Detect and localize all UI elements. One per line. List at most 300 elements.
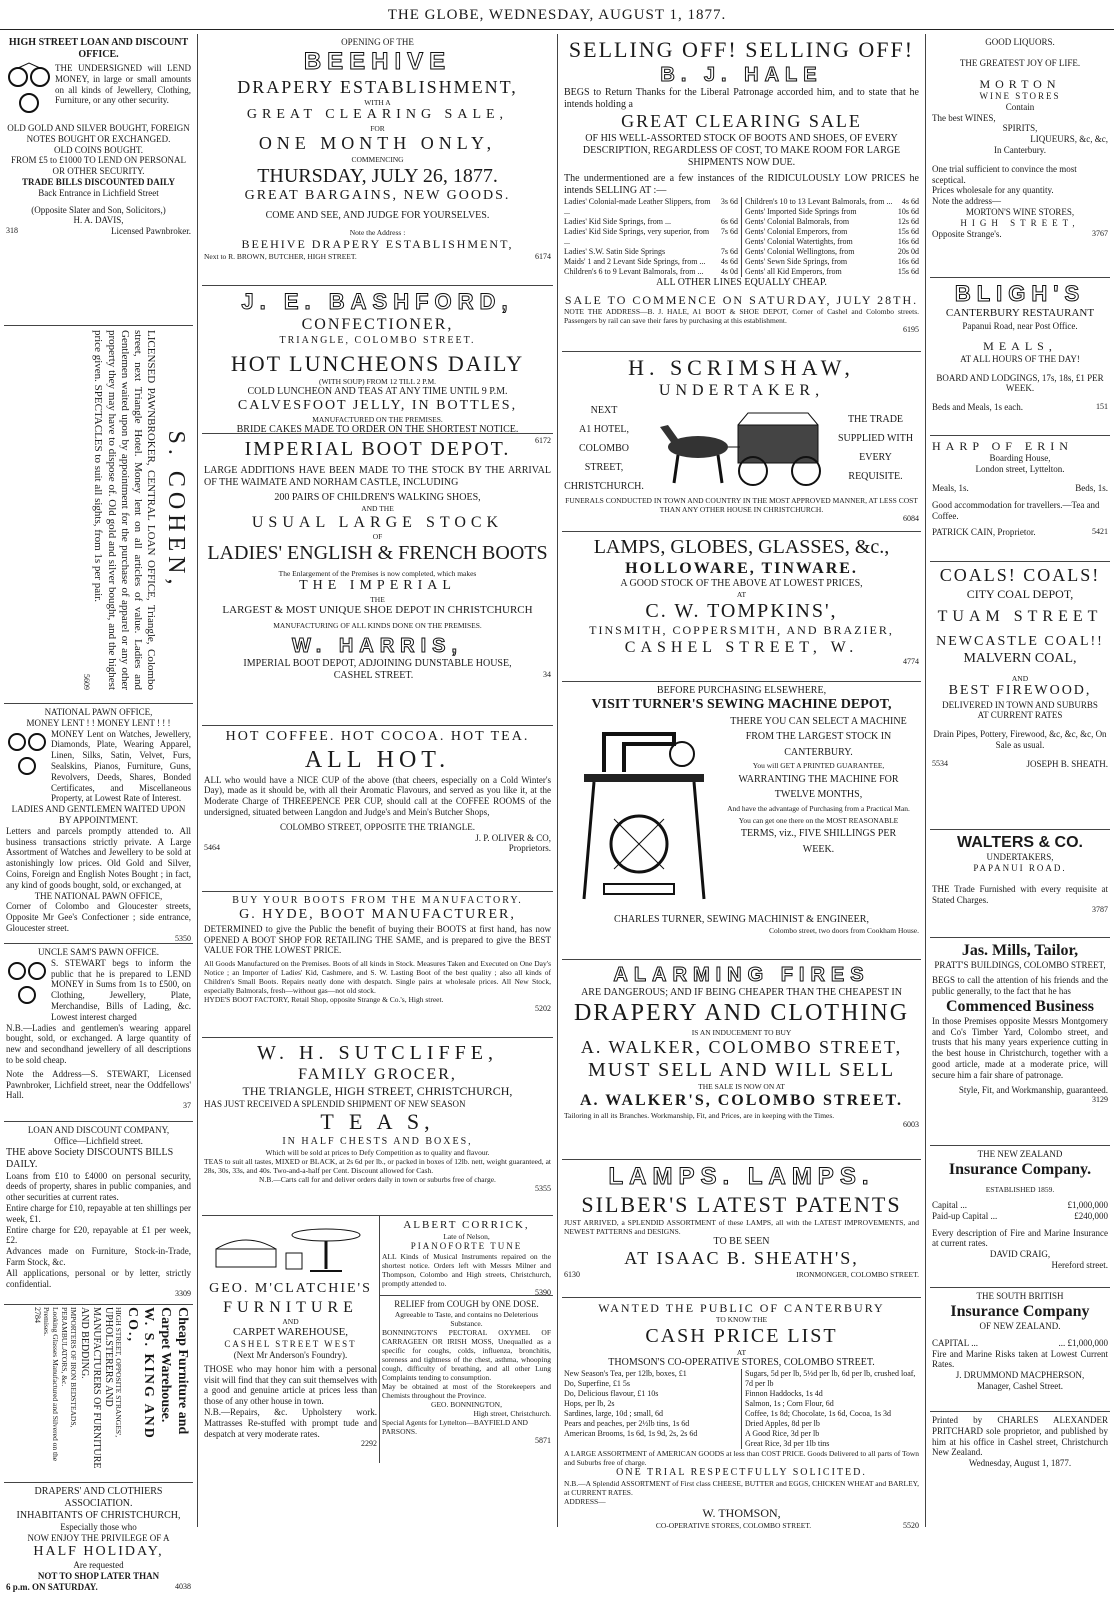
ad-name: ALBERT CORRICK, <box>403 1219 530 1231</box>
ad-number: 151 <box>1096 402 1108 412</box>
ad-gold: OLD GOLD AND SILVER BOUGHT, FOREIGN NOTES BOUGHT OR EXCHANGED. <box>7 123 190 144</box>
ad-name: S. COHEN, <box>163 430 189 590</box>
ad-walker <box>562 960 921 1160</box>
ad-subtitle: MONEY LENT ! ! MONEY LENT ! ! ! <box>26 717 171 728</box>
ad-beds: Beds and Meals, 1s each. <box>932 402 1023 413</box>
price-list-right <box>742 1369 919 1449</box>
ad-est: DRAPERY ESTABLISHMENT, <box>237 76 518 97</box>
ad-tailoring: Tailoring in all its Branches. Workmanship, Fit, and Prices, are in keeping with the Times. <box>564 1110 835 1120</box>
price-item-name: Children's 10 to 13 Levant Balmorals, from ... <box>745 196 893 206</box>
ad-name2: A. WALKER'S, COLOMBO STREET. <box>579 1092 904 1110</box>
ad-number: 318 <box>6 226 18 236</box>
ad-cash: CASH PRICE LIST <box>645 1325 838 1348</box>
price-list-item: Do, Superfine, £1 5s <box>564 1379 630 1389</box>
scrimshaw-right <box>832 410 919 486</box>
ad-title: HIGH STREET LOAN AND DISCOUNT OFFICE. <box>8 37 189 60</box>
ad-toknow: TO KNOW THE <box>715 1315 768 1325</box>
ad-manager: Manager, Cashel Street. <box>976 1380 1064 1391</box>
ad-bonnington <box>380 1296 553 1449</box>
ad-mclatchie <box>202 1216 380 1463</box>
ad-address: BEEHIVE DRAPERY ESTABLISHMENT, <box>241 237 514 252</box>
ad-national-pawn <box>4 704 193 944</box>
ad-joy: THE GREATEST JOY OF LIFE. <box>959 57 1081 68</box>
ad-name: J. P. OLIVER & CO, <box>475 832 551 843</box>
ad-thomson <box>562 1298 921 1534</box>
ad-morton <box>930 34 1110 278</box>
ad-name: Jas. Mills, Tailor, <box>961 942 1079 959</box>
ad-number: 6084 <box>903 513 919 523</box>
ad-ladies: LADIES AND GENTLEMEN WAITED UPON BY APPOINTMENT. <box>11 804 186 825</box>
ad-now: NOW ENJOY THE PRIVILEGE OF A <box>27 1532 170 1543</box>
ad-number: 5464 <box>204 843 220 853</box>
ad-drapers <box>4 1483 193 1597</box>
column-2 <box>198 34 558 1527</box>
turner-line-10: WEEK. <box>802 843 835 855</box>
ad-board: BOARD AND LODGINGS, 17s, 18s, £1 PER WEEK. <box>936 372 1104 394</box>
ad-induce: IS AN INDUCEMENT TO BUY <box>691 1027 792 1037</box>
ad-contain: Contain <box>1005 101 1035 112</box>
ad-title: UNCLE SAM'S PAWN OFFICE. <box>37 947 160 957</box>
price-item-value: 15s 6d <box>897 266 919 276</box>
price-list-item <box>564 227 738 247</box>
price-list-item <box>745 217 919 227</box>
ad-hale <box>562 34 921 352</box>
masthead: THE GLOBE, WEDNESDAY, AUGUST 1, 1877. <box>0 0 1114 30</box>
ad-trade: UNDERTAKERS, <box>986 852 1054 863</box>
ad-under: The undermentioned are a few instances of the RIDICULOUSLY LOW PRICES he intends SELLING AT :— <box>564 172 919 196</box>
ad-head: ALARMING FIRES <box>613 964 870 986</box>
turner-line-8: You can get one there on the MOST REASONABLE <box>738 815 899 825</box>
ad-of: OF HIS WELL-ASSORTED STOCK OF BOOTS AND SHOES, OF EVERY DESCRIPTION, REGARDLESS OF COST, TO MAKE ROOM FOR LARGE SHIPMENTS NOW DUE. <box>582 132 901 168</box>
ad-may: May be obtained at most of the Storekeepers and Chemists throughout the Province. <box>382 1381 551 1400</box>
ad-fire: Fire and Marine Risks taken at Lowest Current Rates. <box>932 1348 1108 1370</box>
price-list-right <box>742 197 919 277</box>
ad-board: Boarding House, <box>989 453 1051 464</box>
ad-name: WALTERS & CO. <box>957 834 1083 851</box>
ad-half: HALF HOLIDAY, <box>33 1543 164 1559</box>
ad-good: A GOOD STOCK OF THE ABOVE AT LOWEST PRICES, <box>620 578 863 590</box>
price-list-item: Finnon Haddocks, 1s 4d <box>745 1389 823 1399</box>
scrimshaw-left <box>564 401 644 496</box>
ad-address: High street, Christchurch. <box>473 1408 551 1418</box>
ad-body: INHABITANTS OF CHRISTCHURCH, <box>16 1510 181 1521</box>
ad-commencing: COMMENCING <box>351 154 404 164</box>
turner-line-2: FROM THE LARGEST STOCK IN <box>745 731 892 743</box>
ad-time: 6 p.m. ON SATURDAY. <box>6 1581 98 1592</box>
ad-stores2: CO-OPERATIVE STORES, COLOMBO STREET. <box>655 1520 812 1530</box>
price-list-item <box>564 247 738 257</box>
ad-rates: FROM £5 to £1000 TO LEND ON PERSONAL OR OTHER SECURITY. <box>11 155 186 177</box>
ad-body: JUST ARRIVED, a SPLENDID ASSORTMENT of these LAMPS, all with the LATEST IMPROVEMENTS, and NEWEST PATTERNS and DESIGNS. <box>564 1218 919 1237</box>
ad-silber: SILBER'S LATEST PATENTS <box>581 1191 902 1217</box>
ad-visit: VISIT TURNER'S SEWING MACHINE DEPOT, <box>591 697 892 712</box>
turner-line-3: CANTERBURY. <box>784 746 853 758</box>
ad-usual: USUAL LARGE STOCK <box>251 514 504 531</box>
ad-name: Insurance Company <box>950 1302 1090 1320</box>
ad-bills: TRADE BILLS DISCOUNTED DAILY <box>22 176 175 187</box>
ad-the: THE IMPERIAL <box>299 578 456 594</box>
ad-number: 3129 <box>1092 1095 1108 1105</box>
ad-oliver-coffee <box>202 726 553 892</box>
ad-number: 6195 <box>903 325 919 335</box>
ad-one: ONE TRIAL RESPECTFULLY SOLICITED. <box>616 1467 867 1479</box>
ad-davis-loan <box>4 34 193 326</box>
turner-line-1: THERE YOU CAN SELECT A MACHINE <box>730 715 907 727</box>
ad-the-small: THE <box>370 594 385 604</box>
column-3 <box>558 34 926 1530</box>
imprint <box>930 1412 1110 1473</box>
ad-advances: Advances made on Furniture, Stock-in-Trade, Farm Stock, &c. <box>6 1246 191 1267</box>
ad-number: 3787 <box>1092 905 1108 915</box>
ad-sale: GREAT CLEARING SALE <box>621 111 862 132</box>
scrimshaw-left-2: A1 HOTEL, <box>579 423 629 435</box>
ad-nb: N.B.—Ladies and gentlemen's wearing apparel bought, sold, or exchanged. A large quantity of new and secondhand jewellery of all descriptions to be sold cheap. <box>6 1022 191 1065</box>
ad-address: London street, Lyttelton. <box>975 464 1065 475</box>
ad-body2: In those Premises opposite Messrs Montgomery and Co's Timber Yard, Colombo street, and trusts that his many years experience cutting in the best house in Christchurch, together with a good article, made at a moderate price, will secure him a fair share of patronage. <box>932 1015 1108 1080</box>
ad-number: 2292 <box>361 1439 377 1449</box>
ad-restaurant: CANTERBURY RESTAURANT <box>945 307 1095 320</box>
ad-meals: MEALS, <box>983 339 1057 354</box>
price-list-item: American Brooms, 1s 6d, 1s 9d, 2s, 2s 6d <box>564 1429 698 1439</box>
ad-subtitle: Office—Lichfield street. <box>54 1135 143 1146</box>
price-item-name: Gents' Colonial Wellingtons, from <box>745 246 855 256</box>
ad-carpet: CARPET WAREHOUSE, <box>232 1325 349 1338</box>
ad-number: 6130 <box>564 1269 580 1279</box>
ad-south-british <box>930 1288 1110 1412</box>
pawnbroker-balls-icon <box>6 958 48 1014</box>
ad-number: 5390 <box>535 1287 551 1297</box>
turner-line-5: WARRANTING THE MACHINE FOR <box>738 773 899 785</box>
ad-soup: (WITH SOUP) FROM 12 TILL 2 P.M. <box>318 376 437 386</box>
turner-line-9: TERMS, viz., FIVE SHILLINGS PER <box>740 828 897 840</box>
price-item-value: 3s 6d <box>720 196 738 206</box>
ad-loan-discount <box>4 1122 193 1305</box>
ad-entrance: Back Entrance in Lichfield Street <box>38 187 159 198</box>
ad-iron: IRONMONGER, COLOMBO STREET. <box>796 1269 919 1279</box>
ad-relief: RELIEF from COUGH by ONE DOSE. <box>394 1299 539 1309</box>
price-item-name: Ladies' Kid Side Springs, from ... <box>564 216 671 226</box>
ad-body: MONEY Lent on Watches, Jewellery, Diamonds, Plate, Wearing Apparel, Linen, Silks, Satin, Velvet, Furs, Sealskins, Pianos, Furniture, Guns, Revolvers, Deeds, Shares, Bonded Certificates, and Miscellaneous Property, at Lowest Rate of Interest. <box>51 728 191 804</box>
ad-bride: BRIDE CAKES MADE TO ORDER ON THE SHORTEST NOTICE. <box>236 423 519 435</box>
ad-sale: THE SALE IS NOW ON AT <box>698 1082 785 1092</box>
ad-high: HIGH STREET, <box>960 217 1080 228</box>
ad-title: IMPERIAL BOOT DEPOT. <box>244 438 511 460</box>
hale-price-list <box>564 197 919 277</box>
ad-number: 4038 <box>175 1581 191 1591</box>
ad-the: THE SOUTH BRITISH <box>976 1291 1064 1301</box>
ad-drapery: DRAPERY AND CLOTHING <box>573 1000 910 1026</box>
ad-letters: Letters and parcels promptly attended to. All business transactions strictly private. A Large Assortment of Watches and Jewellery to be sold at astonishingly low prices. Old Gold and Silver, Coins, Foreign and English Notes Bought ; in fact, any kind of goods bought, sold, or exchanged, at <box>6 825 191 890</box>
price-list-item <box>564 257 738 267</box>
ad-sub: HOLLOWARE, TINWARE. <box>625 560 858 577</box>
ad-opposite: (Opposite Slater and Son, Solicitors,) <box>31 204 166 215</box>
ad-newcastle: NEWCASTLE COAL!! <box>936 634 1104 650</box>
ad-tobe: TO BE SEEN <box>713 1236 770 1248</box>
ad-good: Good accommodation for travellers.—Tea and Coffee. <box>932 499 1100 521</box>
ad-cold: COLD LUNCHEON AND TEAS AT ANY TIME UNTIL 9 P.M. <box>247 385 508 397</box>
pawnbroker-balls-icon <box>6 729 48 785</box>
ad-street: CASHEL STREET. <box>333 670 414 682</box>
imprint-body: Printed by CHARLES ALEXANDER PRITCHARD sole proprietor, and published by him at his office in Cashel street, Christchurch New Zealand. <box>932 1415 1108 1458</box>
ad-best: The best WINES, <box>932 112 996 123</box>
ad-next: Next to R. BROWN, BUTCHER, HIGH STREET. <box>204 251 357 261</box>
price-list-item <box>745 237 919 247</box>
ad-body: UPHOLSTERERS AND MANUFACTURERS OF FURNITURE AND BEDDING. <box>78 1307 114 1469</box>
ad-come: COME AND SEE, AND JUDGE FOR YOURSELVES. <box>265 210 490 222</box>
ad-cohen <box>4 326 193 704</box>
ad-opening: OPENING OF THE <box>341 37 414 47</box>
ad-of: OF <box>372 532 383 542</box>
scrimshaw-left-3: COLOMBO STREET, <box>578 442 629 473</box>
ad-liqueurs: LIQUEURS, &c, &c, <box>1030 134 1108 145</box>
scrimshaw-left-1: NEXT <box>590 404 618 416</box>
ad-hyde-boots <box>202 892 553 1038</box>
ad-address: Papanui Road, near Post Office. <box>962 320 1078 331</box>
ad-body: ALL Kinds of Musical Instruments repaired on the shortest notice. Orders left with Messrs Milner and Thompson, Colombo and High streets, Christchurch, promptly attended to. <box>382 1251 551 1288</box>
ad-spirits: SPIRITS, <box>1002 123 1038 134</box>
ad-for: FOR <box>370 123 385 133</box>
ad-trade: CONFECTIONER, <box>301 316 454 334</box>
ad-name: CHARLES TURNER, SEWING MACHINIST & ENGINEER, <box>614 913 869 925</box>
price-list-item <box>745 247 919 257</box>
column-1 <box>0 34 198 1592</box>
ad-large: A LARGE ASSORTMENT of AMERICAN GOODS at less than COST PRICE. Goods Delivered to all parts of Town and Suburbs free of charge. <box>564 1449 919 1468</box>
price-item-name: Gents' Colonial Watertights, from <box>745 236 853 246</box>
ad-established: ESTABLISHED 1859. <box>985 1184 1055 1194</box>
price-item-value: 6s 6d <box>720 216 738 226</box>
ad-at: AT <box>736 590 747 600</box>
ad-title: LOAN AND DISCOUNT COMPANY, <box>27 1125 170 1135</box>
ad-body: BEGS to Return Thanks for the Liberal Patronage accorded him, and to state that he intends holding a <box>564 87 919 111</box>
ad-jelly: CALVESFOOT JELLY, IN BOTTLES, <box>237 397 518 413</box>
furniture-illustration <box>206 1219 376 1281</box>
price-item-name: Gents' all Kid Emperors, from <box>745 266 842 276</box>
price-list-left <box>564 197 742 277</box>
ad-beehive <box>202 34 553 286</box>
ad-number: 5355 <box>535 1183 551 1193</box>
turner-line-7: And have the advantage of Purchasing from a Practical Man. <box>727 803 910 813</box>
ad-body: LICENSED PAWNBROKER, CENTRAL LOAN OFFICE, Triangle, Colombo street, next Triangle Hotel. Money lent on all articles of value. Ladies and Gentlemen waited upon by appointment for the purchase of apparel or any other property they may have to dispose of. Old gold and silver bought, and the highest price given. SPECTACLES to suit all sights, from 1s per pair. <box>92 330 158 690</box>
ad-proprietor: PATRICK CAIN, Proprietor. <box>932 527 1036 538</box>
sewing-machine-illustration <box>564 714 714 914</box>
ad-number: 5871 <box>535 1435 551 1445</box>
price-item-name: Maids' 1 and 2 Levant Side Springs, from ... <box>564 256 706 266</box>
thomson-price-list <box>564 1369 919 1449</box>
ad-tuam: TUAM STREET <box>937 607 1103 625</box>
ad-number: 34 <box>542 670 551 680</box>
ad-sheath-lamps <box>562 1160 921 1298</box>
ad-corrick <box>380 1216 553 1296</box>
price-list-item: Pears and peaches, per 2½lb tins, 1s 6d <box>564 1419 690 1429</box>
ad-address: IMPERIAL BOOT DEPOT, ADJOINING DUNSTABLE HOUSE, <box>243 658 512 670</box>
ad-note: Note the Address—S. STEWART, Licensed Pawnbroker, Lichfield street, near the Oddfellows' Hall. <box>6 1068 191 1101</box>
price-list-item: A Good Rice, 3d per lb <box>745 1429 820 1439</box>
price-list-item <box>745 197 919 207</box>
ad-not: NOT TO SHOP LATER THAN <box>37 1571 160 1582</box>
ad-number: 5421 <box>1092 527 1108 537</box>
scrimshaw-left-4: CHRISTCHURCH. <box>564 480 644 492</box>
ad-harp-erin <box>930 436 1110 562</box>
ad-body: S. STEWART begs to inform the public that he is prepared to LEND MONEY in Sums from 1s to £500, on Clothing, Jewellery, Plate, Merchandise, Bills of Lading, &c. Lowest interest charged <box>51 957 191 1022</box>
ad-name: BEEHIVE <box>303 47 452 75</box>
ad-importers: IMPORTERS OF IRON BEDSTEADS, PERAMBULATORS, &c. <box>59 1307 78 1428</box>
ad-walters <box>930 830 1110 938</box>
price-list-item <box>564 197 738 217</box>
ad-scrimshaw <box>562 352 921 532</box>
price-item-name: Ladies' Kid Side Springs, very superior, from ... <box>564 226 710 246</box>
ad-body: HAS JUST RECEIVED A SPLENDID SHIPMENT OF NEW SEASON <box>204 1098 466 1109</box>
ad-date: THURSDAY, JULY 26, 1877. <box>257 164 498 187</box>
ad-name: G. HYDE, BOOT MANUFACTURER, <box>239 907 516 922</box>
price-list-item: Do, Delicious flavour, £1 10s <box>564 1389 659 1399</box>
ad-split-bottom <box>202 1216 553 1463</box>
ad-sale: GREAT CLEARING SALE, <box>246 107 509 123</box>
ad-address: Colombo street, two doors from Cookham House. <box>769 925 919 935</box>
ad-stores: THOMSON'S CO-OPERATIVE STORES, COLOMBO STREET. <box>608 1357 875 1369</box>
ad-chests: IN HALF CHESTS AND BOXES, <box>282 1135 473 1147</box>
ad-with: WITH A <box>364 98 391 108</box>
ad-good: GOOD LIQUORS. <box>985 37 1055 47</box>
price-item-name: Gents' Colonial Emperors, from <box>745 226 848 236</box>
price-item-value: 10s 6d <box>897 206 919 216</box>
ad-mills-tailor <box>930 938 1110 1146</box>
ad-before: BEFORE PURCHASING ELSEWHERE, <box>656 685 827 696</box>
pawnbroker-balls-icon <box>6 63 52 123</box>
ad-month: ONE MONTH ONLY, <box>258 132 497 153</box>
ad-teas2: TEAS to suit all tastes, MIXED or BLACK, at 2s 6d per lb., or packed in boxes of 12lb. nett, weight guaranteed, at 28s, 30s, 33s, and 40s. Two-and-a-half per Cent. Discount allowed for Cash. <box>204 1156 551 1175</box>
price-list-item: Hops, per lb, 2s <box>564 1399 615 1409</box>
price-item-name: Children's 6 to 9 Levant Balmorals, from ... <box>564 266 704 276</box>
ad-body: THE UNDERSIGNED will LEND MONEY, in large or small amounts on all kinds of Jewellery, Clothing, Furniture, or any other security. <box>55 63 191 106</box>
ad-name: GEO. BONNINGTON, <box>431 1399 502 1409</box>
scrimshaw-right-2: SUPPLIED WITH <box>837 433 914 445</box>
ad-turner-sewing <box>562 682 921 960</box>
price-item-name: Gents' Imported Side Springs from <box>745 206 857 216</box>
ad-note: NOTE THE ADDRESS—B. J. HALE, A1 BOOT & SHOE DEPOT, Corner of Cashel and Colombo streets. Passengers by rail can save their fares by purchasing at this establishment. <box>564 307 919 326</box>
ad-goods: All Goods Manufactured on the Premises. Boots of all kinds in Stock. Measures Taken and Executed on One Day's Notice ; an Importer of Ladies' Kid, Cashmere, and S. W. Lasting Boot of the best quality ; also all kinds of Children's Small Boots. Repairs neatly done with despatch. Single pairs at wholesale prices. All New Stock, especially Balmorals, fresh—without gas—not old stock. <box>204 959 551 996</box>
ad-name: H. SCRIMSHAW, <box>628 355 855 380</box>
ad-name: A. WALKER, COLOMBO STREET, <box>580 1036 903 1057</box>
ad-loans: Loans from £10 to £4000 on personal security, deeds of property, shares in public companies, and other securities at current rates. <box>6 1170 191 1203</box>
ad-street: CASHEL STREET WEST <box>224 1339 357 1350</box>
ad-agree: Agreeable to Taste, and contains no Deleterious Substance. <box>394 1309 539 1328</box>
ad-glass: Looking Glasses Manufactured and Silvered on the Premises. <box>41 1307 60 1462</box>
price-list-item: Dried Apples, 8d per lb <box>745 1419 820 1429</box>
ad-name: W. H. SUTCLIFFE, <box>257 1042 498 1064</box>
ad-name: C. W. TOMPKINS', <box>645 600 838 623</box>
ad-head: LAMPS. LAMPS. <box>608 1163 875 1190</box>
ad-style: Style, Fit, and Workmanship, guaranteed. <box>958 1084 1108 1095</box>
ad-office: THE NATIONAL PAWN OFFICE, <box>34 890 163 901</box>
ad-nb: N.B.—Repairs, &c. Upholstery work. Mattrasses Re-stuffed with prompt tude and despatch at very moderate rates. <box>204 1406 377 1439</box>
ad-addr: ADDRESS— <box>564 1497 606 1507</box>
price-list-item: Great Rice, 3d per 1lb tins <box>745 1439 830 1449</box>
ad-number: 5609 <box>82 674 92 690</box>
ad-body: BONNINGTON'S PECTORAL OXYMEL OF CARRAGEEN OR IRISH MOSS, Unequalled as a specific for coughs, colds, influenza, bronchitis, soreness and tightness of the chest, asthma, whooping cough, difficulty of breathing, and all other Lung Complaints tending to consumption. <box>382 1327 551 1382</box>
ad-and: AND <box>282 1316 299 1326</box>
ad-coals <box>930 562 1110 830</box>
ad-imperial-boot <box>202 434 553 726</box>
ad-factory: HYDE'S BOOT FACTORY, Retail Shop, opposite Strange & Co.'s, High street. <box>204 995 444 1005</box>
ad-number: 3767 <box>1092 228 1108 238</box>
price-item-name: Gents' Sewn Side Springs, from <box>745 256 848 266</box>
ad-street: Hereford street. <box>1051 1259 1108 1270</box>
ad-must: MUST SELL AND WILL SELL <box>587 1059 896 1082</box>
ad-name: B. J. HALE <box>660 64 823 87</box>
price-item-value: 4s 6d <box>720 256 738 266</box>
ad-body: ALL who would have a NICE CUP of the above (that cheers, especially on a Cold Winter's Day), made as it should be, with all their Aromatic Flavours, and served as you like it, at the Moderate Charge of THREEPENCE PER CUP, should call at the COFFEE ROOMS of the undersigned, situated between Langdon and Judge's and Mein's Butcher Shops, <box>204 774 551 817</box>
ad-address: HIGH STREET, OPPOSITE STRANGES', <box>113 1307 123 1438</box>
ad-uncle-sam <box>4 944 193 1122</box>
ad-agents: Special Agents for Lyttelton—BAYFIELD AND PARSONS. <box>382 1417 528 1436</box>
ad-trial: One trial sufficient to convince the most sceptical. <box>932 163 1077 185</box>
price-list-item <box>745 227 919 237</box>
ad-body: THE Trade Furnished with every requisite at Stated Charges. <box>932 883 1108 905</box>
ad-number: 5534 <box>932 758 948 768</box>
ad-name: BLIGH'S <box>954 281 1086 306</box>
horse-hearse-illustration <box>648 407 828 489</box>
ad-nb: N.B.—Carts call for and deliver orders daily in town or suburbs free of charge. <box>259 1174 496 1184</box>
ad-capital-value: £1,000,000 <box>1067 1199 1108 1210</box>
ad-bargains: GREAT BARGAINS, NEW GOODS. <box>244 187 511 203</box>
ad-head: BUY YOUR BOOTS FROM THE MANUFACTORY. <box>232 895 523 906</box>
ad-trade: PIANOFORTE TUNE <box>410 1241 523 1252</box>
ad-the: THE NEW ZEALAND <box>977 1149 1063 1159</box>
ad-pairs: 200 PAIRS OF CHILDREN'S WALKING SHOES, <box>274 492 481 503</box>
price-item-value: 16s 6d <box>897 256 919 266</box>
ad-stores: MORTON'S WINE STORES, <box>965 206 1075 217</box>
ad-manufacturing: MANUFACTURING OF ALL KINDS DONE ON THE PREMISES. <box>273 621 482 631</box>
ad-title: NATIONAL PAWN OFFICE, <box>44 707 153 717</box>
ad-late: Late of Nelson, <box>443 1232 490 1242</box>
ad-number: 5520 <box>902 1520 919 1530</box>
price-item-value: 7s 6d <box>720 246 738 256</box>
ad-role: Licensed Pawnbroker. <box>111 226 191 237</box>
ad-capital: Capital ... <box>932 1199 967 1210</box>
ad-ladies: LADIES' ENGLISH & FRENCH BOOTS <box>207 542 548 565</box>
price-list-item <box>564 217 738 227</box>
ad-agent: J. DRUMMOND MACPHERSON, <box>955 1370 1085 1381</box>
ad-furniture: FURNITURE <box>223 1298 358 1316</box>
ad-entry1: Entire charge for £10, repayable at ten shillings per week, £1. <box>6 1202 191 1224</box>
ad-number: 6172 <box>535 435 551 445</box>
ad-allhot: ALL HOT. <box>304 746 451 773</box>
price-list-item: Sardines, large, 10d ; small, 6d <box>564 1409 663 1419</box>
ad-meals: Meals, 1s. <box>932 482 969 493</box>
ad-king-furniture <box>4 1305 193 1483</box>
ad-nz-insurance <box>930 1146 1110 1288</box>
imprint-date: Wednesday, August 1, 1877. <box>968 1458 1072 1469</box>
price-item-value: 12s 6d <box>897 216 919 226</box>
ad-tompkins <box>562 532 921 682</box>
ad-trade: UNDERTAKER, <box>658 382 825 400</box>
ad-name: J. E. BASHFORD, <box>241 289 514 314</box>
ad-title: Cheap Furniture and Carpet Warehouse. <box>158 1307 190 1435</box>
price-list-item: New Season's Tea, per 12lb, boxes, £1 <box>564 1369 687 1379</box>
ad-note: Note the address— <box>932 196 1001 207</box>
ad-canterbury: In Canterbury. <box>994 144 1046 155</box>
ad-all: All applications, personal or by letter, strictly confidential. <box>6 1267 191 1289</box>
ad-body: THOSE who may honor him with a personal visit will find that they can suit themselves with a good and genuine article at prices less than those of any other house in town. <box>204 1363 377 1407</box>
ad-head: LAMPS, GLOBES, GLASSES, &c., <box>593 536 890 558</box>
ad-body: DETERMINED to give the Public the benefit of buying their BOOTS at first hand, has now OPENED A BOOT SHOP FOR RETAILING THE SAME, and is prepared to give the BEST VALUE FOR THE LOWEST PRICE. <box>204 923 551 956</box>
price-list-item <box>745 257 919 267</box>
ad-name: Insurance Company. <box>948 1160 1092 1178</box>
ad-body: FUNERALS CONDUCTED IN TOWN AND COUNTRY IN THE MOST APPROVED MANNER, AT LESS COST THAN ANY OTHER HOUSE IN CHRISTCHURCH. <box>565 495 918 514</box>
scrimshaw-right-3: EVERY <box>859 452 892 464</box>
ad-name: HARP OF ERIN <box>932 439 1073 453</box>
price-item-value: 20s 0d <box>897 246 919 256</box>
